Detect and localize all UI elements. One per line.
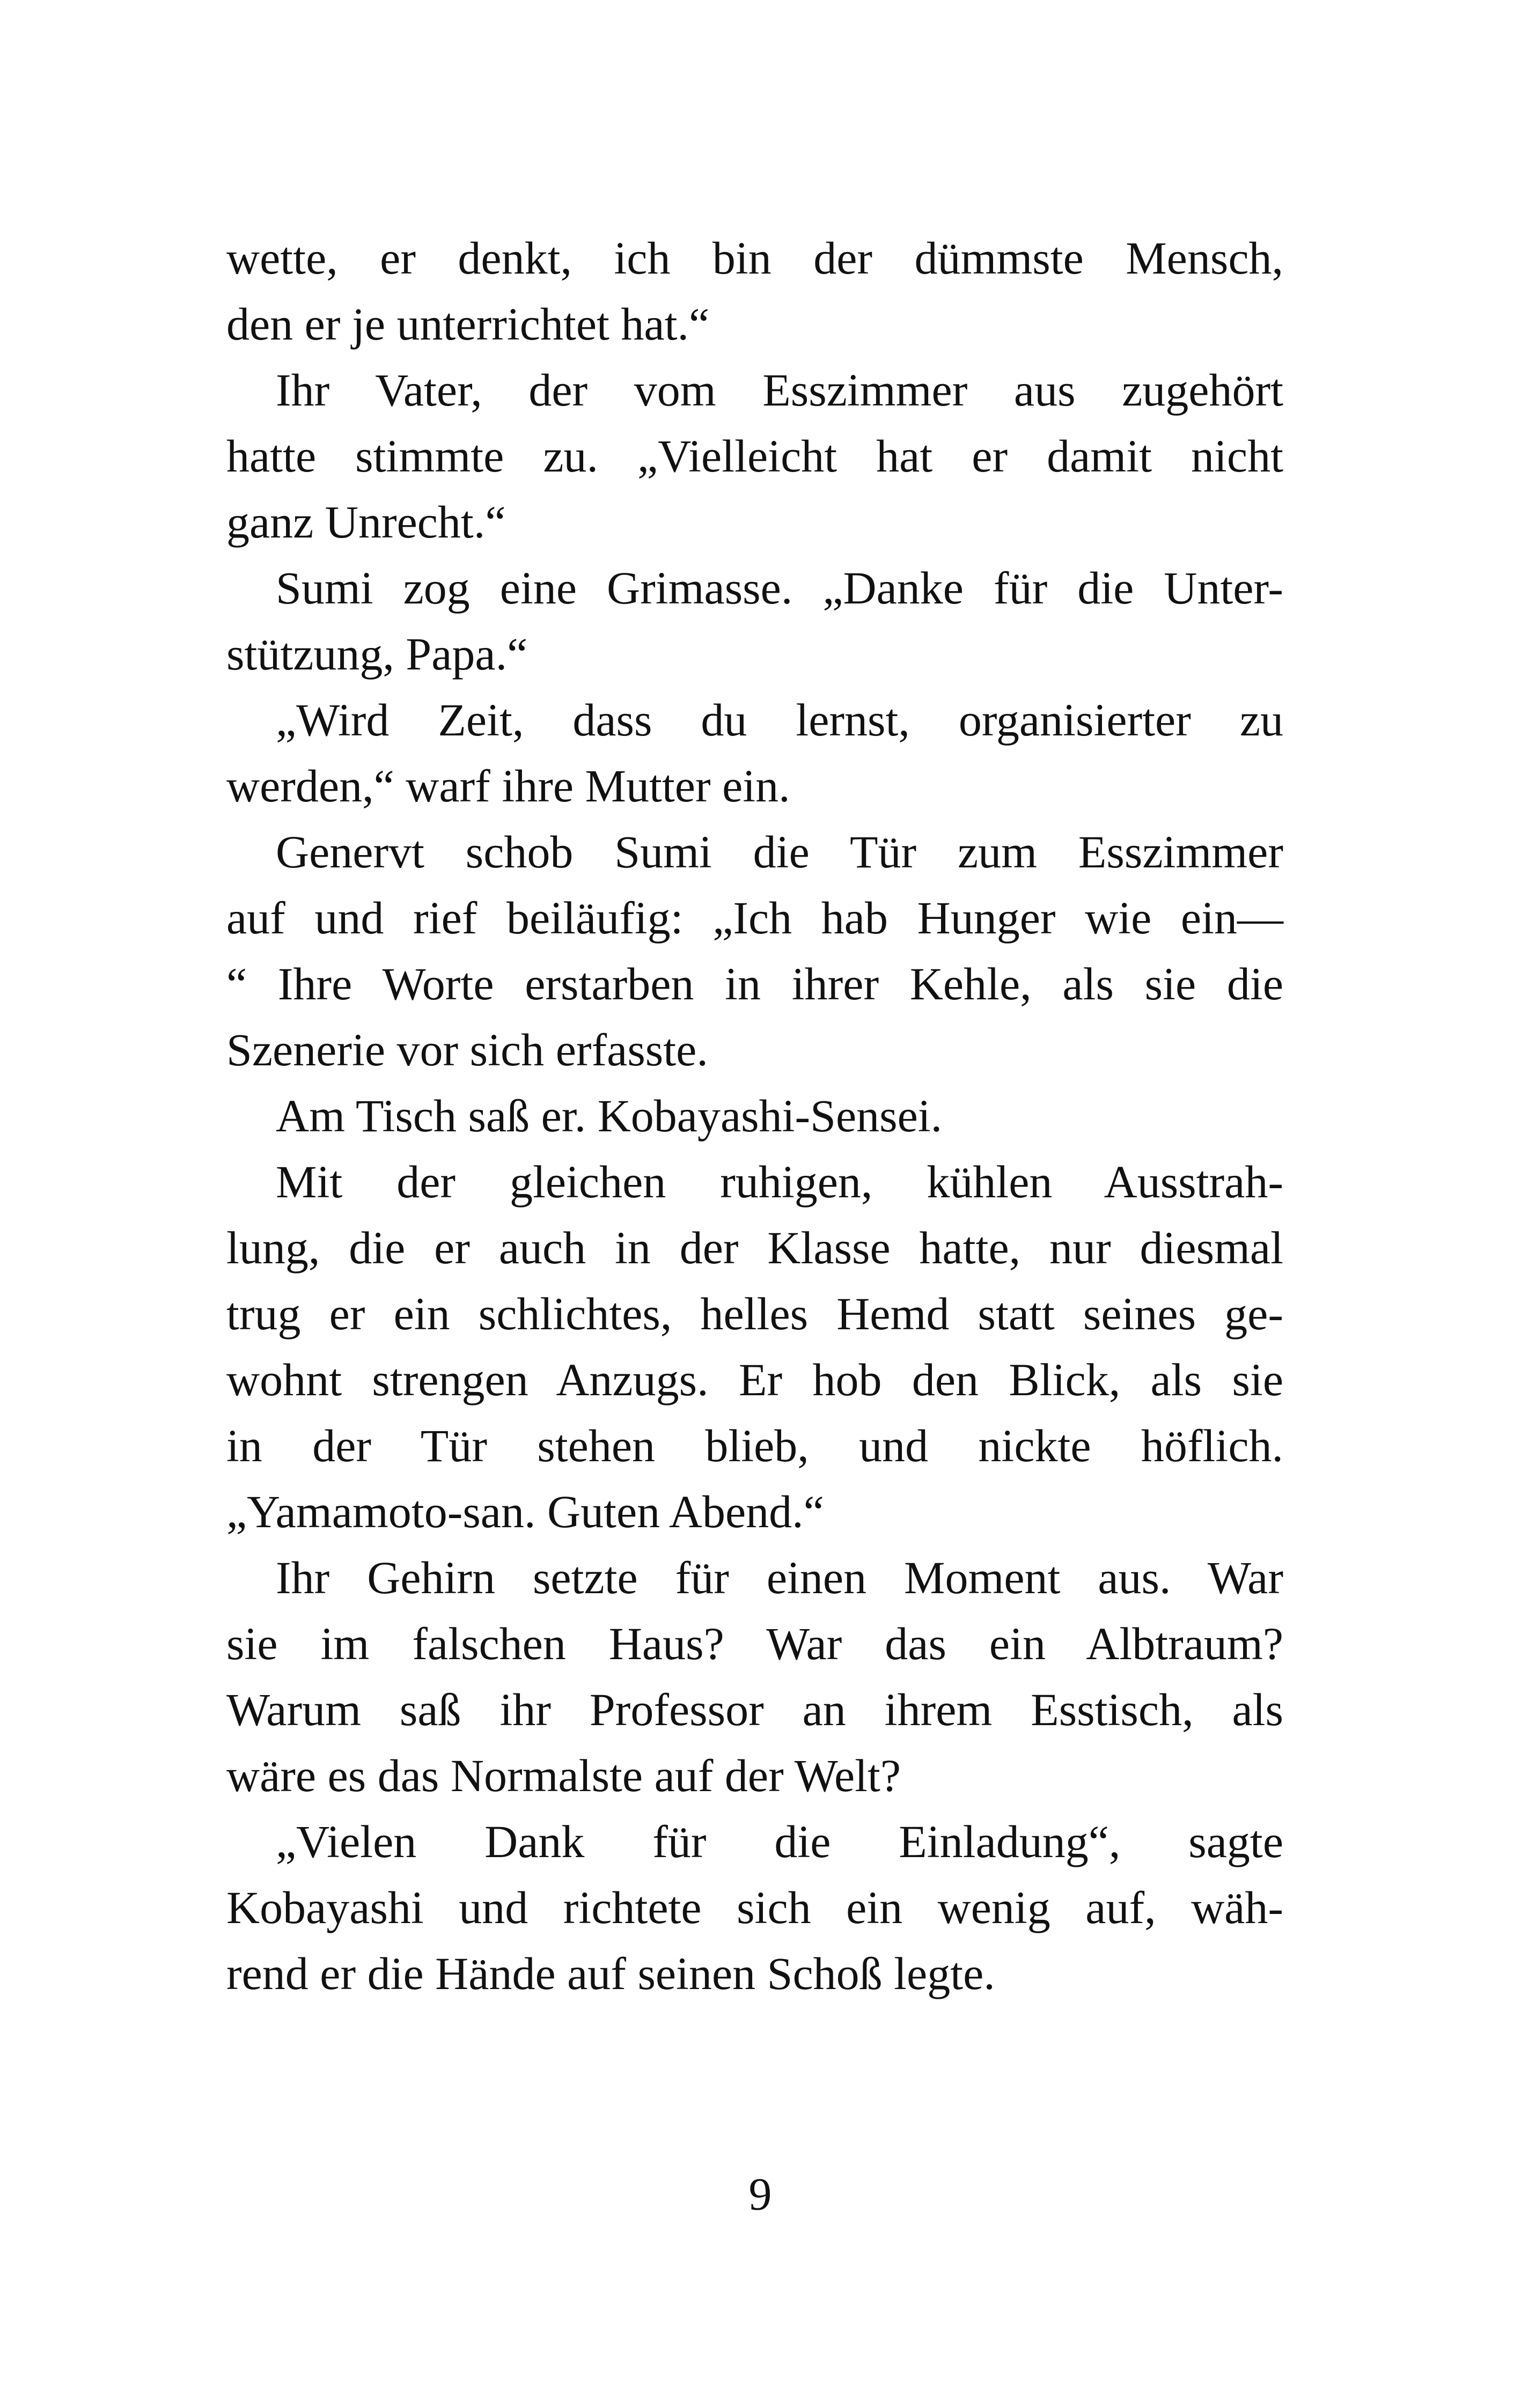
text-line: in der Tür stehen blieb, und nickte höflich.: [226, 1420, 1283, 1471]
text-line: „Wird Zeit, dass du lernst, organisierter zu: [276, 694, 1283, 746]
text-line: „Vielen Dank für die Einladung“, sagte: [276, 1816, 1283, 1867]
text-line: hatte stimmte zu. „Vielleicht hat er damit nicht: [226, 430, 1283, 482]
text-line: Genervt schob Sumi die Tür zum Esszimmer: [276, 826, 1283, 878]
page-number: 9: [748, 2168, 772, 2220]
text-line: lung, die er auch in der Klasse hatte, nur diesmal: [226, 1222, 1283, 1273]
text-line: Ihr Vater, der vom Esszimmer aus zugehört: [276, 364, 1283, 416]
text-line: ganz Unrecht.“: [226, 496, 506, 548]
text-line: wohnt strengen Anzugs. Er hob den Blick, als sie: [226, 1354, 1283, 1405]
text-line: trug er ein schlichtes, helles Hemd statt seines ge-: [226, 1288, 1283, 1339]
text-line: werden,“ warf ihre Mutter ein.: [226, 760, 790, 812]
text-line: “ Ihre Worte erstarben in ihrer Kehle, als sie die: [226, 958, 1283, 1010]
text-line: Am Tisch saß er. Kobayashi-Sensei.: [276, 1090, 943, 1142]
text-line: stützung, Papa.“: [226, 628, 528, 680]
text-line: auf und rief beiläufig: „Ich hab Hunger wie ein—: [226, 892, 1283, 944]
text-line: Sumi zog eine Grimasse. „Danke für die Unter-: [276, 562, 1283, 614]
body-text: [226, 225, 1283, 2007]
text-line: „Yamamoto-san. Guten Abend.“: [226, 1486, 824, 1537]
text-line: Warum saß ihr Professor an ihrem Esstisch, als: [226, 1684, 1283, 1735]
text-line: wäre es das Normalste auf der Welt?: [226, 1750, 901, 1801]
text-line: sie im falschen Haus? War das ein Albtraum?: [226, 1618, 1283, 1669]
text-line: den er je unterrichtet hat.“: [226, 298, 710, 350]
text-line: Kobayashi und richtete sich ein wenig auf, wäh-: [226, 1882, 1283, 1933]
text-line: wette, er denkt, ich bin der dümmste Mensch,: [226, 232, 1283, 284]
text-line: Ihr Gehirn setzte für einen Moment aus. War: [276, 1552, 1283, 1603]
text-line: Szenerie vor sich erfasste.: [226, 1024, 708, 1076]
text-line: rend er die Hände auf seinen Schoß legte.: [226, 1948, 995, 1999]
text-line: Mit der gleichen ruhigen, kühlen Ausstrah-: [276, 1156, 1283, 1207]
